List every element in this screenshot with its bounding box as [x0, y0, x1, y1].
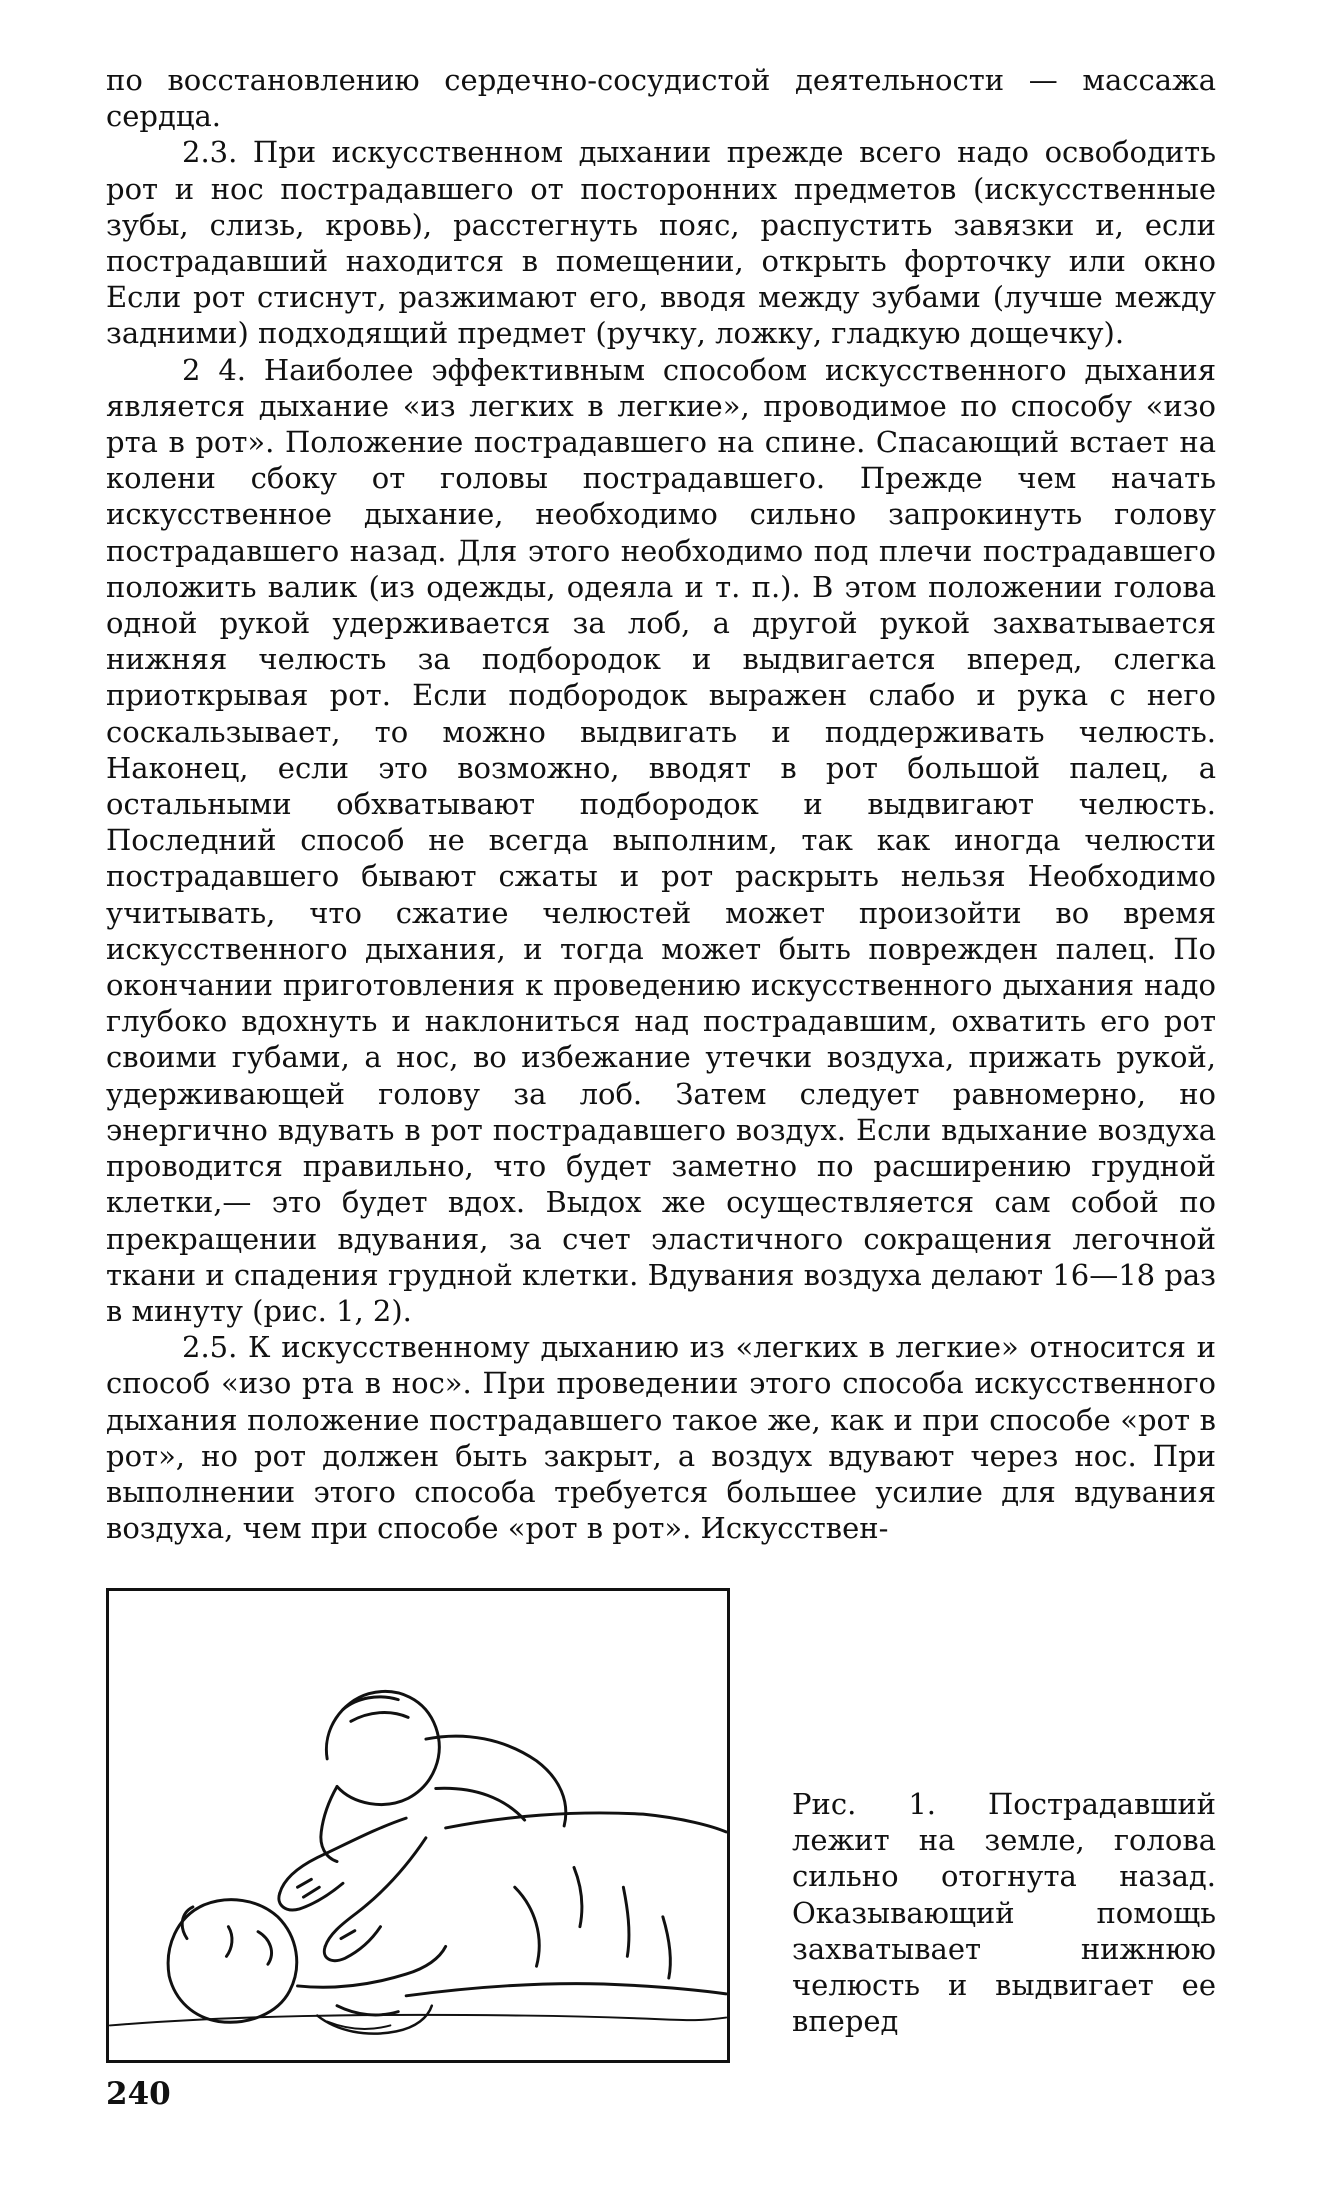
page-text-column [106, 62, 1216, 1546]
page-number: 240 [106, 2076, 171, 2112]
rescue-breathing-illustration-icon [106, 1588, 730, 2063]
figure-caption: Рис. 1. Пострадавший лежит на земле, голова сильно отогнута назад. Оказывающий помощь захватывает нижнюю челюсть и выдвигает ее вперед [792, 1787, 1216, 2039]
paragraph-2-5: 2.5. К искусственному дыханию из «легких в легкие» относится и способ «изо рта в нос». При проведении этого способа искусственного дыхания положение пострадавшего такое же, как и при способе «рот в рот», но рот должен быть закрыт, а воздух вдувают через нос. При выполнении этого способа требуется большее усилие для вдувания воздуха, чем при способе «рот в рот». Искусствен- [106, 1330, 1216, 1546]
figure-1 [106, 1588, 1216, 2063]
paragraph-2-4: 2 4. Наиболее эффективным способом искусственного дыхания является дыхание «из легких в легкие», проводимое по способу «изо рта в рот». Положение пострадавшего на спине. Спасающий встает на колени сбоку от головы пострадавшего. Прежде чем начать искусственное дыхание, необходимо сильно запрокинуть голову пострадавшего назад. Для этого необходимо под плечи пострадавшего положить валик (из одежды, одеяла и т. п.). В этом положении голова одной рукой удерживается за лоб, а другой рукой захватывается нижняя челюсть за подбородок и выдвигается вперед, слегка приоткрывая рот. Если подбородок выражен слабо и рука с него соскальзывает, то можно выдвигать и поддерживать челюсть. Наконец, если это возможно, вводят в рот большой палец, а остальными обхватывают подбородок и выдвигают челюсть. Последний способ не всегда выполним, так как иногда челюсти пострадавшего бывают сжаты и рот раскрыть нельзя Необходимо учитывать, что сжатие челюстей может произойти во время искусственного дыхания, и тогда может быть поврежден палец. По окончании приготовления к проведению искусственного дыхания надо глубоко вдохнуть и наклониться над пострадавшим, охватить его рот своими губами, а нос, во избежание утечки воздуха, прижать рукой, удерживающей голову за лоб. Затем следует равномерно, но энергично вдувать в рот пострадавшего воздух. Если вдыхание воздуха проводится правильно, что будет заметно по расширению грудной клетки,— это будет вдох. Выдох же осуществляется сам собой по прекращении вдувания, за счет эластичного сокращения легочной ткани и спадения грудной клетки. Вдувания воздуха делают 16—18 раз в минуту (рис. 1, 2). [106, 352, 1216, 1328]
paragraph-2-3: 2.3. При искусственном дыхании прежде всего надо освободить рот и нос пострадавшего от посторонних предметов (искусственные зубы, слизь, кровь), расстегнуть пояс, распустить завязки и, если пострадавший находится в помещении, открыть форточку или окно Если рот стиснут, разжимают его, вводя между зубами (лучше между задними) подходящий предмет (ручку, ложку, гладкую дощечку). [106, 135, 1216, 351]
paragraph-continuation: по восстановлению сердечно-сосудистой деятельности — массажа сердца. [106, 63, 1216, 134]
